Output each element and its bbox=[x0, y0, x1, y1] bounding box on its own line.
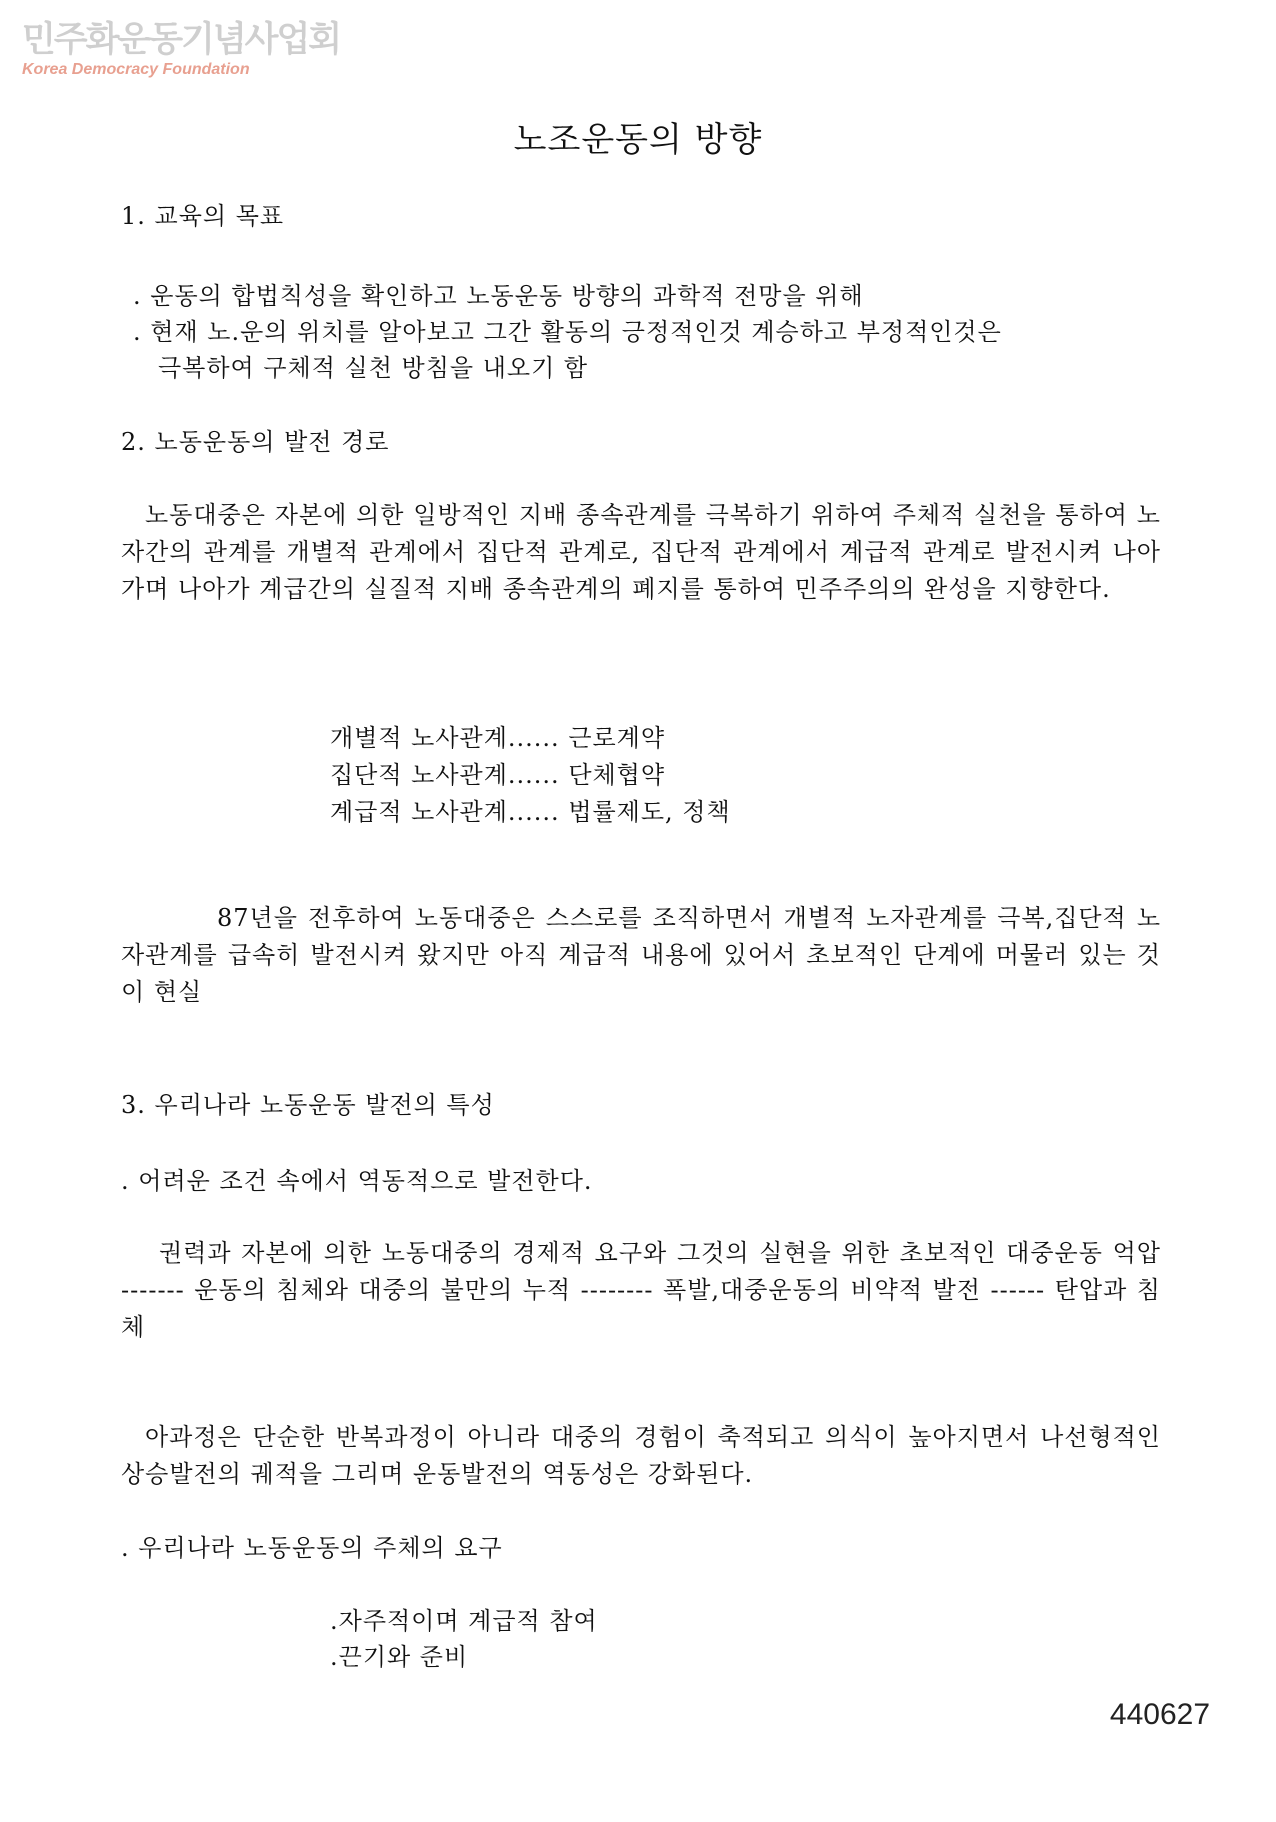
section-3-subheading-1: . 어려운 조건 속에서 역동적으로 발전한다. bbox=[121, 1167, 593, 1195]
document-number: 440627 bbox=[1109, 1698, 1210, 1731]
watermark-logo bbox=[22, 20, 340, 80]
section-2-list-item-3: 계급적 노사관계...... 법률제도, 정책 bbox=[330, 798, 731, 826]
document-title: 노조운동의 방향 bbox=[513, 120, 763, 160]
section-3-list-item-2: .끈기와 준비 bbox=[330, 1643, 469, 1671]
section-2-heading: 2. 노동운동의 발전 경로 bbox=[121, 428, 390, 456]
section-1-bullet-2-cont: 극복하여 구체적 실천 방침을 내오기 함 bbox=[158, 354, 589, 382]
section-2-paragraph-1: 노동대중은 자본에 의한 일방적인 지배 종속관계를 극복하기 위하여 주체적 실천을 통하여 노자간의 관계를 개별적 관계에서 집단적 관계로, 집단적 관계에서 계급적 관계로 발전시켜 나아가며 나아가 계급간의 실질적 지배 종속관계의 폐지를 통하여 민주주의의 완성을 지향한다. bbox=[121, 501, 1161, 603]
section-3-list-item-1: .자주적이며 계급적 참여 bbox=[330, 1607, 598, 1635]
section-1-bullet-1: . 운동의 합법칙성을 확인하고 노동운동 방향의 과학적 전망을 위해 bbox=[133, 282, 864, 310]
section-3-paragraph-2: 아과정은 단순한 반복과정이 아니라 대중의 경험이 축적되고 의식이 높아지면서 나선형적인 상승발전의 궤적을 그리며 운동발전의 역동성은 강화된다. bbox=[121, 1423, 1161, 1488]
section-2-list-item-1: 개별적 노사관계...... 근로계약 bbox=[330, 724, 666, 752]
watermark-english: Korea Democracy Foundation bbox=[22, 61, 250, 78]
section-1-heading: 1. 교육의 목표 bbox=[121, 202, 285, 230]
section-2-list-item-2: 집단적 노사관계...... 단체협약 bbox=[330, 761, 666, 789]
section-3-heading: 3. 우리나라 노동운동 발전의 특성 bbox=[121, 1091, 495, 1119]
section-1-bullet-2: . 현재 노.운의 위치를 알아보고 그간 활동의 긍정적인것 계승하고 부정적인것은 bbox=[133, 318, 1002, 346]
watermark-korean: 민주화운동기념사업회 bbox=[22, 20, 341, 60]
section-3-subheading-2: . 우리나라 노동운동의 주체의 요구 bbox=[121, 1534, 503, 1562]
section-2-paragraph-2: 87년을 전후하여 노동대중은 스스로를 조직하면서 개별적 노자관계를 극복,집단적 노자관계를 급속히 발전시켜 왔지만 아직 계급적 내용에 있어서 초보적인 단계에 머물러 있는 것이 현실 bbox=[121, 904, 1161, 1006]
section-3-paragraph-1: 권력과 자본에 의한 노동대중의 경제적 요구와 그것의 실현을 위한 초보적인 대중운동 억압 ------- 운동의 침체와 대중의 불만의 누적 -------- 폭발,대중운동의 비약적 발전 ------ 탄압과 침체 bbox=[121, 1239, 1161, 1341]
